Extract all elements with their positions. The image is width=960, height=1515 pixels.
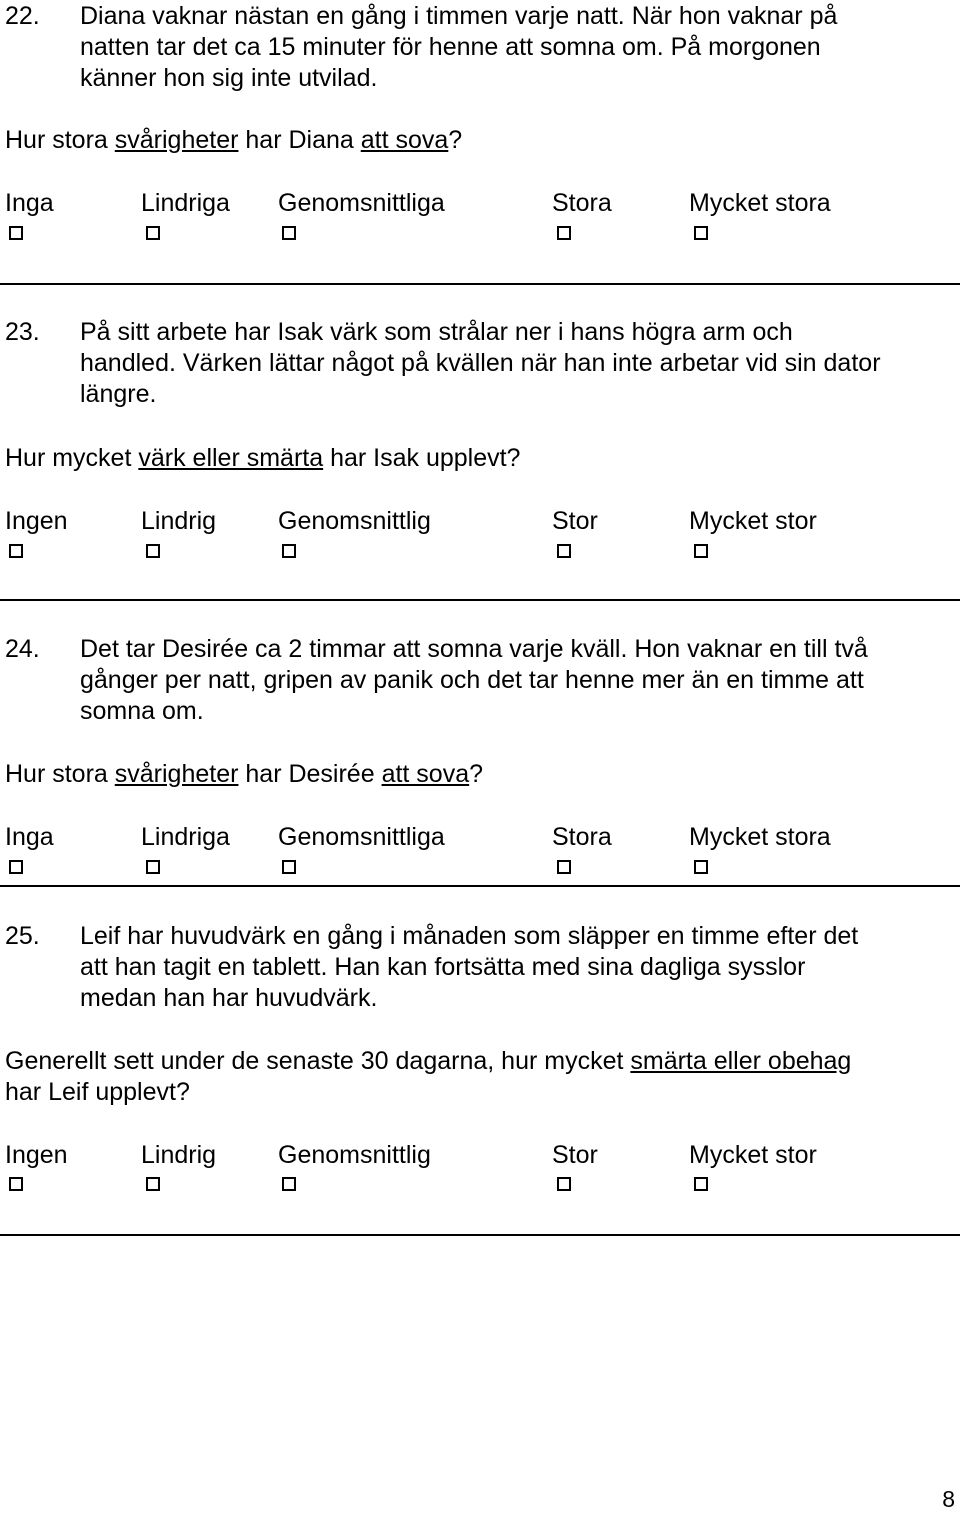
- checkbox[interactable]: [557, 226, 571, 240]
- option-label: Genomsnittlig: [278, 1141, 431, 1169]
- option-label: Inga: [5, 823, 54, 851]
- checkbox[interactable]: [694, 1177, 708, 1191]
- item-22-text: [80, 1, 955, 94]
- checkbox[interactable]: [282, 226, 296, 240]
- option-label: Genomsnittliga: [278, 823, 445, 851]
- text-line: känner hon sig inte utvilad.: [80, 64, 378, 92]
- divider: [0, 283, 960, 285]
- question-line: har Leif upplevt?: [5, 1078, 190, 1106]
- option-label: Lindrig: [141, 1141, 217, 1169]
- checkbox[interactable]: [9, 860, 23, 874]
- checkbox[interactable]: [557, 860, 571, 874]
- option-label: Mycket stora: [689, 189, 831, 217]
- option-label: Stora: [552, 189, 612, 217]
- option-label: Lindriga: [141, 189, 230, 217]
- divider: [0, 885, 960, 887]
- option-label: Inga: [5, 189, 54, 217]
- checkbox[interactable]: [282, 860, 296, 874]
- text-line: medan han har huvudvärk.: [80, 984, 378, 1012]
- checkbox[interactable]: [282, 544, 296, 558]
- page-number: 8: [942, 1486, 955, 1512]
- text-line: att han tagit en tablett. Han kan fortsätta med sina dagliga sysslor: [80, 953, 806, 981]
- item-25-text: [80, 921, 955, 1014]
- option-label: Mycket stor: [689, 507, 817, 535]
- item-25-number: 25.: [5, 922, 40, 950]
- option-label: Stora: [552, 823, 612, 851]
- checkbox[interactable]: [146, 544, 160, 558]
- checkbox[interactable]: [9, 544, 23, 558]
- checkbox[interactable]: [9, 226, 23, 240]
- text-line: Det tar Desirée ca 2 timmar att somna varje kväll. Hon vaknar en till två: [80, 635, 868, 663]
- item-22-number: 22.: [5, 2, 40, 30]
- item-23-number: 23.: [5, 318, 40, 346]
- text-line: somna om.: [80, 697, 204, 725]
- question-line: Generellt sett under de senaste 30 dagarna, hur mycket smärta eller obehag: [5, 1047, 852, 1075]
- checkbox[interactable]: [694, 860, 708, 874]
- checkbox[interactable]: [694, 226, 708, 240]
- text-line: handled. Värken lättar något på kvällen när han inte arbetar vid sin dator: [80, 349, 881, 377]
- option-label: Mycket stora: [689, 823, 831, 851]
- text-line: gånger per natt, gripen av panik och det tar henne mer än en timme att: [80, 666, 864, 694]
- item-24-text: [80, 634, 955, 727]
- checkbox[interactable]: [146, 1177, 160, 1191]
- checkbox[interactable]: [282, 1177, 296, 1191]
- text-line: natten tar det ca 15 minuter för henne att somna om. På morgonen: [80, 33, 821, 61]
- checkbox[interactable]: [557, 1177, 571, 1191]
- option-label: Lindrig: [141, 507, 217, 535]
- checkbox[interactable]: [146, 226, 160, 240]
- divider: [0, 599, 960, 601]
- item-23-question: Hur mycket värk eller smärta har Isak upplevt?: [5, 444, 521, 472]
- text-line: På sitt arbete har Isak värk som strålar ner i hans högra arm och: [80, 318, 793, 346]
- checkbox[interactable]: [9, 1177, 23, 1191]
- option-label: Ingen: [5, 1141, 68, 1169]
- item-23-text: [80, 317, 955, 410]
- option-label: Stor: [552, 1141, 598, 1169]
- item-24-question: Hur stora svårigheter har Desirée att sova?: [5, 760, 484, 788]
- checkbox[interactable]: [146, 860, 160, 874]
- text-line: Diana vaknar nästan en gång i timmen varje natt. När hon vaknar på: [80, 2, 838, 30]
- item-24-number: 24.: [5, 635, 40, 663]
- option-label: Stor: [552, 507, 598, 535]
- item-22-question: Hur stora svårigheter har Diana att sova?: [5, 126, 463, 154]
- option-label: Genomsnittlig: [278, 507, 431, 535]
- option-label: Genomsnittliga: [278, 189, 445, 217]
- checkbox[interactable]: [694, 544, 708, 558]
- text-line: längre.: [80, 380, 157, 408]
- divider: [0, 1234, 960, 1236]
- option-label: Mycket stor: [689, 1141, 817, 1169]
- checkbox[interactable]: [557, 544, 571, 558]
- option-label: Lindriga: [141, 823, 230, 851]
- text-line: Leif har huvudvärk en gång i månaden som släpper en timme efter det: [80, 922, 859, 950]
- item-25-question: [5, 1046, 955, 1108]
- option-label: Ingen: [5, 507, 68, 535]
